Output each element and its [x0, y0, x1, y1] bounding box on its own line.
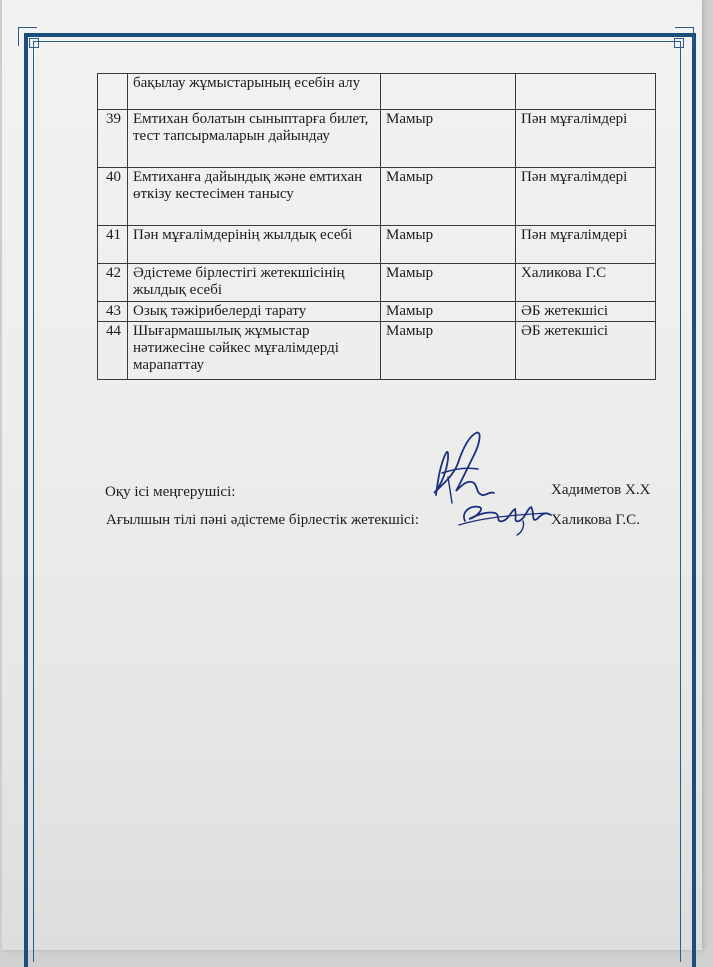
row-responsible: Халикова Г.С	[516, 264, 656, 302]
signature-line-1	[105, 484, 235, 501]
row-responsible: Пән мұғалімдері	[516, 226, 656, 264]
table-row	[98, 226, 656, 264]
table-row	[98, 322, 656, 380]
row-number: 41	[98, 226, 128, 264]
row-responsible: Пән мұғалімдері	[516, 110, 656, 168]
role-methodical-lead: Ағылшын тілі пәні әдістеме бірлестік жетекшісі:	[106, 512, 420, 528]
name-methodical-lead: Халикова Г.С.	[551, 512, 640, 528]
row-number: 43	[98, 302, 128, 322]
row-task: Озық тәжірибелерді тарату	[128, 302, 381, 322]
row-time: Мамыр	[381, 226, 516, 264]
border-corner-ornament	[29, 38, 39, 48]
row-task: бақылау жұмыстарының есебін алу	[128, 74, 381, 110]
table-row	[98, 302, 656, 322]
handwritten-signature-2	[455, 493, 555, 538]
work-plan-table	[97, 73, 656, 380]
row-number: 39	[98, 110, 128, 168]
row-time: Мамыр	[381, 110, 516, 168]
row-number: 40	[98, 168, 128, 226]
row-number: 42	[98, 264, 128, 302]
row-time	[381, 74, 516, 110]
row-time: Мамыр	[381, 322, 516, 380]
row-task: Емтиханға дайындық және емтихан өткізу кестесімен танысу	[128, 168, 381, 226]
row-time: Мамыр	[381, 168, 516, 226]
table-row	[98, 74, 656, 110]
table-row	[98, 168, 656, 226]
name-head-of-studies: Хадиметов Х.Х	[551, 482, 651, 498]
row-time: Мамыр	[381, 264, 516, 302]
row-task: Әдістеме бірлестігі жетекшісінің жылдық есебі	[128, 264, 381, 302]
table-row	[98, 264, 656, 302]
row-responsible: ӘБ жетекшісі	[516, 302, 656, 322]
row-number: 44	[98, 322, 128, 380]
role-head-of-studies: Оқу ісі меңгерушісі:	[105, 484, 236, 500]
row-task: Пән мұғалімдерінің жылдық есебі	[128, 226, 381, 264]
border-corner-ornament	[674, 38, 684, 48]
row-task: Шығармашылық жұмыстар нәтижесіне сәйкес мұғалімдерді марапаттау	[128, 322, 381, 380]
row-responsible: ӘБ жетекшісі	[516, 322, 656, 380]
table-row	[98, 110, 656, 168]
signature-line-2	[106, 512, 419, 529]
row-time: Мамыр	[381, 302, 516, 322]
row-responsible	[516, 74, 656, 110]
row-task: Емтихан болатын сыныптарға билет, тест тапсырмаларын дайындау	[128, 110, 381, 168]
row-responsible: Пән мұғалімдері	[516, 168, 656, 226]
row-number	[98, 74, 128, 110]
